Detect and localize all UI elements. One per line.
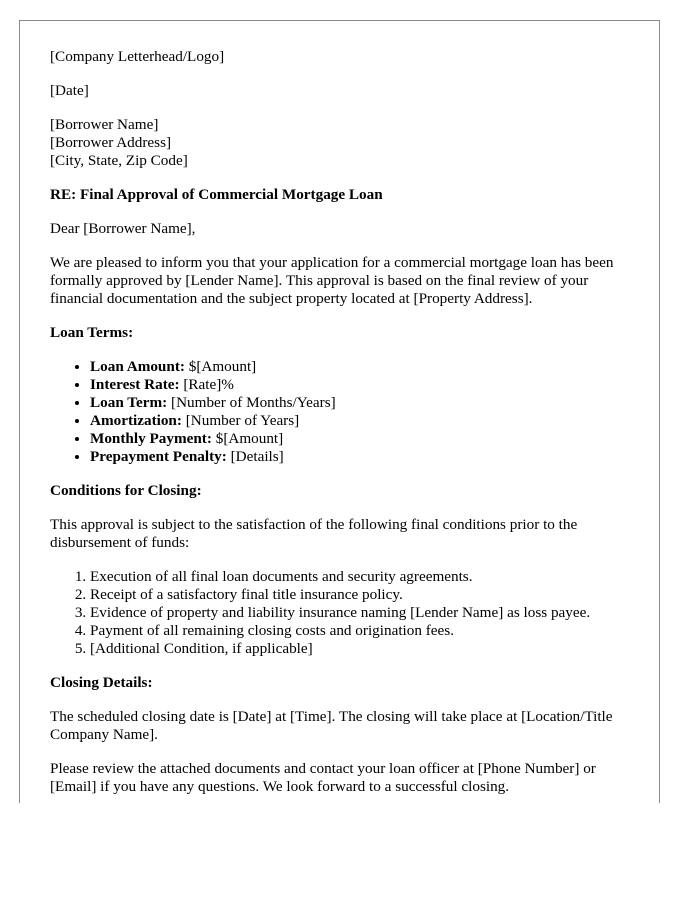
conditions-intro: This approval is subject to the satisfaction of the following final conditions prior to the disbursement of funds: [50, 516, 578, 551]
loan-term-item [90, 412, 629, 430]
loan-term-label: Loan Amount: [90, 358, 185, 375]
loan-term-value: $[Amount] [184, 358, 257, 375]
loan-term-value: [Rate]% [179, 376, 234, 393]
loan-term-label: Prepayment Penalty: [90, 448, 227, 465]
conditions-heading: Conditions for Closing: [50, 482, 202, 499]
approval-letter [19, 20, 660, 803]
loan-term-label: Loan Term: [90, 394, 168, 411]
loan-term-label: Monthly Payment: [90, 430, 212, 447]
intro-paragraph: We are pleased to inform you that your application for a commercial mortgage loan has been formally approved by [Lender Name]. This approval is based on the final review of your financial documentation and the subject property located at [Property Address]. [50, 254, 614, 307]
loan-term-item [90, 430, 629, 448]
loan-terms-list [50, 358, 629, 466]
salutation: Dear [Borrower Name], [50, 220, 196, 237]
loan-term-value: [Number of Months/Years] [167, 394, 336, 411]
final-paragraph: Please review the attached documents and contact your loan officer at [Phone Number] or [Email] if you have any questions. We look forward to a successful closing. [50, 760, 596, 795]
condition-item: 1. Execution of all final loan documents and security agreements. [90, 568, 629, 586]
loan-term-label: Interest Rate: [90, 376, 180, 393]
loan-term-item [90, 394, 629, 412]
condition-item: 2. Receipt of a satisfactory final title insurance policy. [90, 586, 629, 604]
loan-term-value: $[Amount] [211, 430, 284, 447]
loan-term-item [90, 358, 629, 376]
condition-item: 5. [Additional Condition, if applicable] [90, 640, 629, 658]
borrower-address: [Borrower Address] [50, 134, 172, 151]
letter-date: [Date] [50, 82, 89, 99]
borrower-city-state-zip: [City, State, Zip Code] [50, 152, 188, 169]
loan-term-value: [Number of Years] [181, 412, 300, 429]
closing-details-heading: Closing Details: [50, 674, 153, 691]
loan-term-item [90, 448, 629, 466]
conditions-list [50, 568, 629, 658]
company-letterhead: [Company Letterhead/Logo] [50, 48, 225, 65]
condition-item: 3. Evidence of property and liability insurance naming [Lender Name] as loss payee. [90, 604, 629, 622]
loan-term-value: [Details] [226, 448, 284, 465]
recipient-address-block [50, 116, 629, 170]
loan-term-item [90, 376, 629, 394]
subject-line: RE: Final Approval of Commercial Mortgage Loan [50, 186, 383, 203]
closing-details-text: The scheduled closing date is [Date] at [Time]. The closing will take place at [Location/Title Company Name]. [50, 708, 613, 743]
loan-term-label: Amortization: [90, 412, 182, 429]
condition-item: 4. Payment of all remaining closing costs and origination fees. [90, 622, 629, 640]
borrower-name: [Borrower Name] [50, 116, 159, 133]
loan-terms-heading: Loan Terms: [50, 324, 134, 341]
